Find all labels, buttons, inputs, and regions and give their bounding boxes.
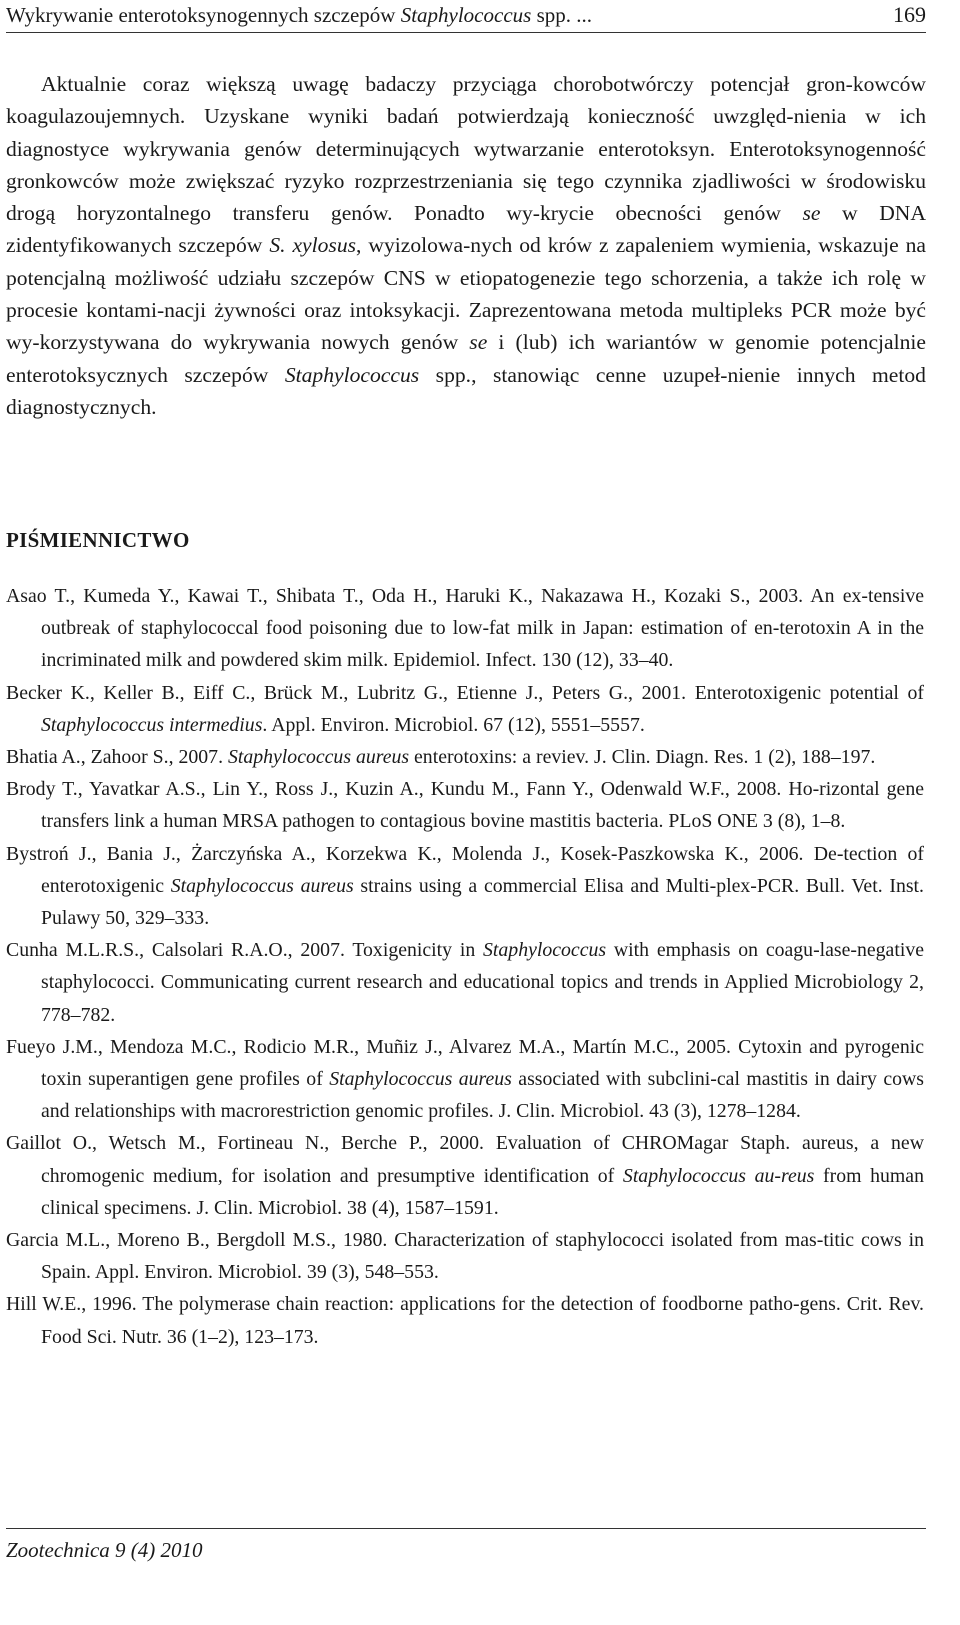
section-heading: PIŚMIENNICTWO [6,528,190,552]
text-run: , wyizolowa-nych od krów z zapaleniem wymienia, wskazuje na potencjalną możliwość udziału szczepów CNS w etiopatogenezie tego schorzenia, a także ich rolę w procesie kontami-nacji żywności oraz intoksykacji. Zaprezentowana metoda multipleks PCR może być wy-korzystywana do wykrywania nowych genów [6,233,926,355]
ref-italic: Staphylococcus [483,939,607,962]
ref-italic: Staphylococcus aureus [170,874,354,897]
ref-text: Asao T., Kumeda Y., Kawai T., Shibata T., Oda H., Haruki K., Nakazawa H., Kozaki S., 2003. An ex-tensive outbreak of staphylococcal food poisoning due to low-fat milk in Japan: estimation of en-terotoxin A in the incriminated milk and powdered skim milk. Epidemiol. Infect. 130 (12), 33–40. [6,585,924,672]
ref-text: Becker K., Keller B., Eiff C., Brück M., Lubritz G., Etienne J., Peters G., 2001. Enterotoxigenic potential of [6,681,924,704]
ref-text: Hill W.E., 1996. The polymerase chain reaction: applications for the detection of foodborne patho-gens. Crit. Rev. Food Sci. Nutr. 36 (1–2), 123–173. [6,1293,924,1348]
reference-item [6,838,924,935]
running-title-text: Wykrywanie enterotoksynogennych szczepów [6,3,401,27]
text-run: w DNA zidentyfikowanych szczepów [6,201,926,258]
page-number: 169 [893,2,926,27]
ref-italic: Staphylococcus au-reus [622,1164,815,1187]
ref-text: Gaillot O., Wetsch M., Fortineau N., Berche P., 2000. Evaluation of CHROMagar Staph. aureus, a new chromogenic medium, for isolation and presumptive identification of [6,1132,924,1187]
conclusion-paragraph [6,68,926,423]
reference-item [6,580,924,677]
text-run: i (lub) ich wariantów w genomie potencjalnie enterotoksycznych szczepów [6,330,926,387]
journal-footer: Zootechnica 9 (4) 2010 [6,1538,203,1562]
reference-item [6,677,924,741]
reference-item [6,741,924,773]
ref-italic: Staphylococcus aureus [329,1068,512,1091]
italic-run: se [469,330,488,355]
ref-italic: Staphylococcus aureus [227,746,410,769]
reference-list [6,580,924,1353]
ref-text: associated with subclini-cal mastitis in dairy cows and relationships with macrorestriction genomic profiles. J. Clin. Microbiol. 43 (3), 1278–1284. [41,1068,924,1123]
ref-text: strains using a commercial Elisa and Multi-plex-PCR. Bull. Vet. Inst. Pulawy 50, 329–333. [41,874,924,930]
reference-item [6,1224,924,1288]
reference-item [6,773,924,837]
reference-item [6,934,924,1031]
running-title-genus: Staphylococcus [400,3,532,27]
ref-text: Garcia M.L., Moreno B., Bergdoll M.S., 1980. Characterization of staphylococci isolated from mas-titic cows in Spain. Appl. Environ. Microbiol. 39 (3), 548–553. [6,1229,924,1284]
running-header [6,0,926,33]
ref-text: with emphasis on coagu-lase-negative staphylococci. Communicating current research and educational topics and trends in Applied Microbiology 2, 778–782. [41,939,925,1026]
italic-run: S. xylosus [269,233,357,258]
running-title-suffix: spp. ... [531,3,592,27]
running-title [6,0,592,30]
italic-run: se [802,201,821,226]
ref-text: Bhatia A., Zahoor S., 2007. [6,746,228,769]
reference-item [6,1288,924,1352]
footer-divider [6,1528,926,1529]
italic-run: Staphylococcus [284,362,420,387]
reference-item [6,1127,924,1224]
ref-text: from human clinical specimens. J. Clin. Microbiol. 38 (4), 1587–1591. [41,1164,924,1219]
ref-text: Cunha M.L.R.S., Calsolari R.A.O., 2007. Toxigenicity in [6,939,484,962]
ref-italic: Staphylococcus intermedius [41,713,263,736]
text-run: Aktualnie coraz większą uwagę badaczy przyciąga chorobotwórczy potencjał gron-kowców koagulazoujemnych. Uzyskane wyniki badań potwierdzają konieczność uwzględ-nienia w ich diagnostyce wykrywania genów determinujących wytwarzanie enterotoksyn. Enterotoksynogenność gronkowców może zwiększać ryzyko rozprzestrzeniania się tego czynnika zjadliwości w środowisku drogą horyzontalnego transferu genów. Ponadto wy-krycie obecności genów [6,72,926,226]
reference-item [6,1031,924,1128]
ref-text: Fueyo J.M., Mendoza M.C., Rodicio M.R., Muñiz J., Alvarez M.A., Martín M.C., 2005. Cytoxin and pyrogenic toxin superantigen gene profiles of [6,1035,924,1091]
ref-text: enterotoxins: a reviev. J. Clin. Diagn. Res. 1 (2), 188–197. [409,746,876,769]
ref-text: Brody T., Yavatkar A.S., Lin Y., Ross J., Kuzin A., Kundu M., Fann Y., Odenwald W.F., 2008. Ho-rizontal gene transfers link a human MRSA pathogen to contagious bovine mastitis bacteria. PLoS ONE 3 (8), 1–8. [6,778,924,833]
text-run: spp., stanowiąc cenne uzupeł-nienie innych metod diagnostycznych. [6,362,926,419]
ref-text: . Appl. Environ. Microbiol. 67 (12), 5551–5557. [262,713,645,736]
ref-text: Bystroń J., Bania J., Żarczyńska A., Korzekwa K., Molenda J., Kosek-Paszkowska K., 2006. De-tection of enterotoxigenic [6,842,924,897]
